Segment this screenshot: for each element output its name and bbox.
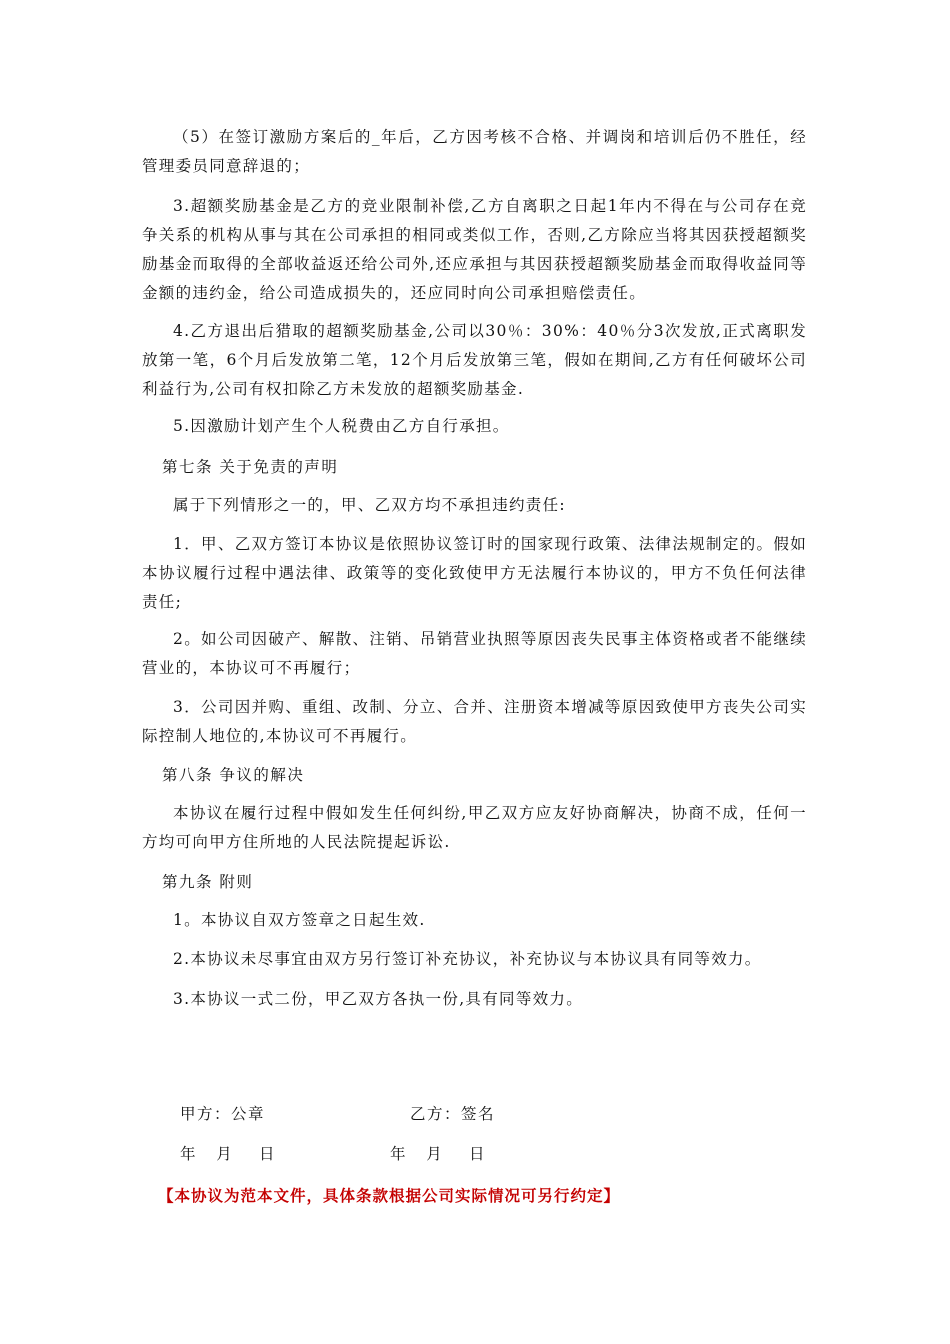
article-9-item-3: 3.本协议一式二份，甲乙双方各执一份,具有同等效力。	[173, 990, 584, 1008]
paragraph-tax: 5.因激励计划产生个人税费由乙方自行承担。	[173, 417, 510, 435]
article-7-title: 第七条 关于免责的声明	[162, 458, 339, 476]
article-9-item-1: 1。本协议自双方签章之日起生效.	[173, 911, 426, 929]
paragraph-dismissal-clause: （5）在签订激励方案后的_年后，乙方因考核不合格、并调岗和培训后仍不胜任，经管理委员同意辞退的；	[142, 128, 807, 175]
article-8-title: 第八条 争议的解决	[162, 766, 305, 784]
template-disclaimer-note: 【本协议为范本文件，具体条款根据公司实际情况可另行约定】	[158, 1186, 621, 1205]
article-7-item-1: 1．甲、乙双方签订本协议是依照协议签订时的国家现行政策、法律法规制定的。假如本协议履行过程中遇法律、政策等的变化致使甲方无法履行本协议的，甲方不负任何法律责任;	[142, 535, 807, 611]
party-b-date: 年 月 日	[390, 1145, 486, 1163]
article-8-text: 本协议在履行过程中假如发生任何纠纷,甲乙双方应友好协商解决，协商不成，任何一方均可向甲方住所地的人民法院提起诉讼.	[142, 804, 807, 851]
article-9-item-2: 2.本协议未尽事宜由双方另行签订补充协议，补充协议与本协议具有同等效力。	[173, 950, 762, 968]
party-a-seal-label: 甲方：公章	[180, 1105, 266, 1123]
article-7-item-2: 2。如公司因破产、解散、注销、吊销营业执照等原因丧失民事主体资格或者不能继续营业的，本协议可不再履行；	[142, 630, 807, 677]
article-7-intro: 属于下列情形之一的，甲、乙双方均不承担违约责任:	[173, 496, 566, 514]
article-9-title: 第九条 附则	[162, 873, 254, 891]
party-a-date: 年 月 日	[180, 1145, 276, 1163]
paragraph-bonus-payout: 4.乙方退出后猎取的超额奖励基金,公司以30％：30%：40％分3次发放,正式离职发放第一笔，6个月后发放第二笔，12个月后发放第三笔，假如在期间,乙方有任何破坏公司利益行为,公司有权扣除乙方未发放的超额奖励基金.	[142, 322, 807, 398]
article-7-item-3: 3．公司因并购、重组、改制、分立、合并、注册资本增减等原因致使甲方丧失公司实际控制人地位的,本协议可不再履行。	[142, 698, 807, 745]
party-b-sign-label: 乙方：签名	[410, 1105, 496, 1123]
paragraph-bonus-fund-noncompete: 3.超额奖励基金是乙方的竞业限制补偿,乙方自离职之日起1年内不得在与公司存在竞争关系的机构从事与其在公司承担的相同或类似工作，否则,乙方除应当将其因获授超额奖励基金而取得的全部收益返还给公司外,还应承担与其因获授超额奖励基金而取得收益同等金额的违约金，给公司造成损失的，还应同时向公司承担赔偿责任。	[142, 197, 807, 302]
